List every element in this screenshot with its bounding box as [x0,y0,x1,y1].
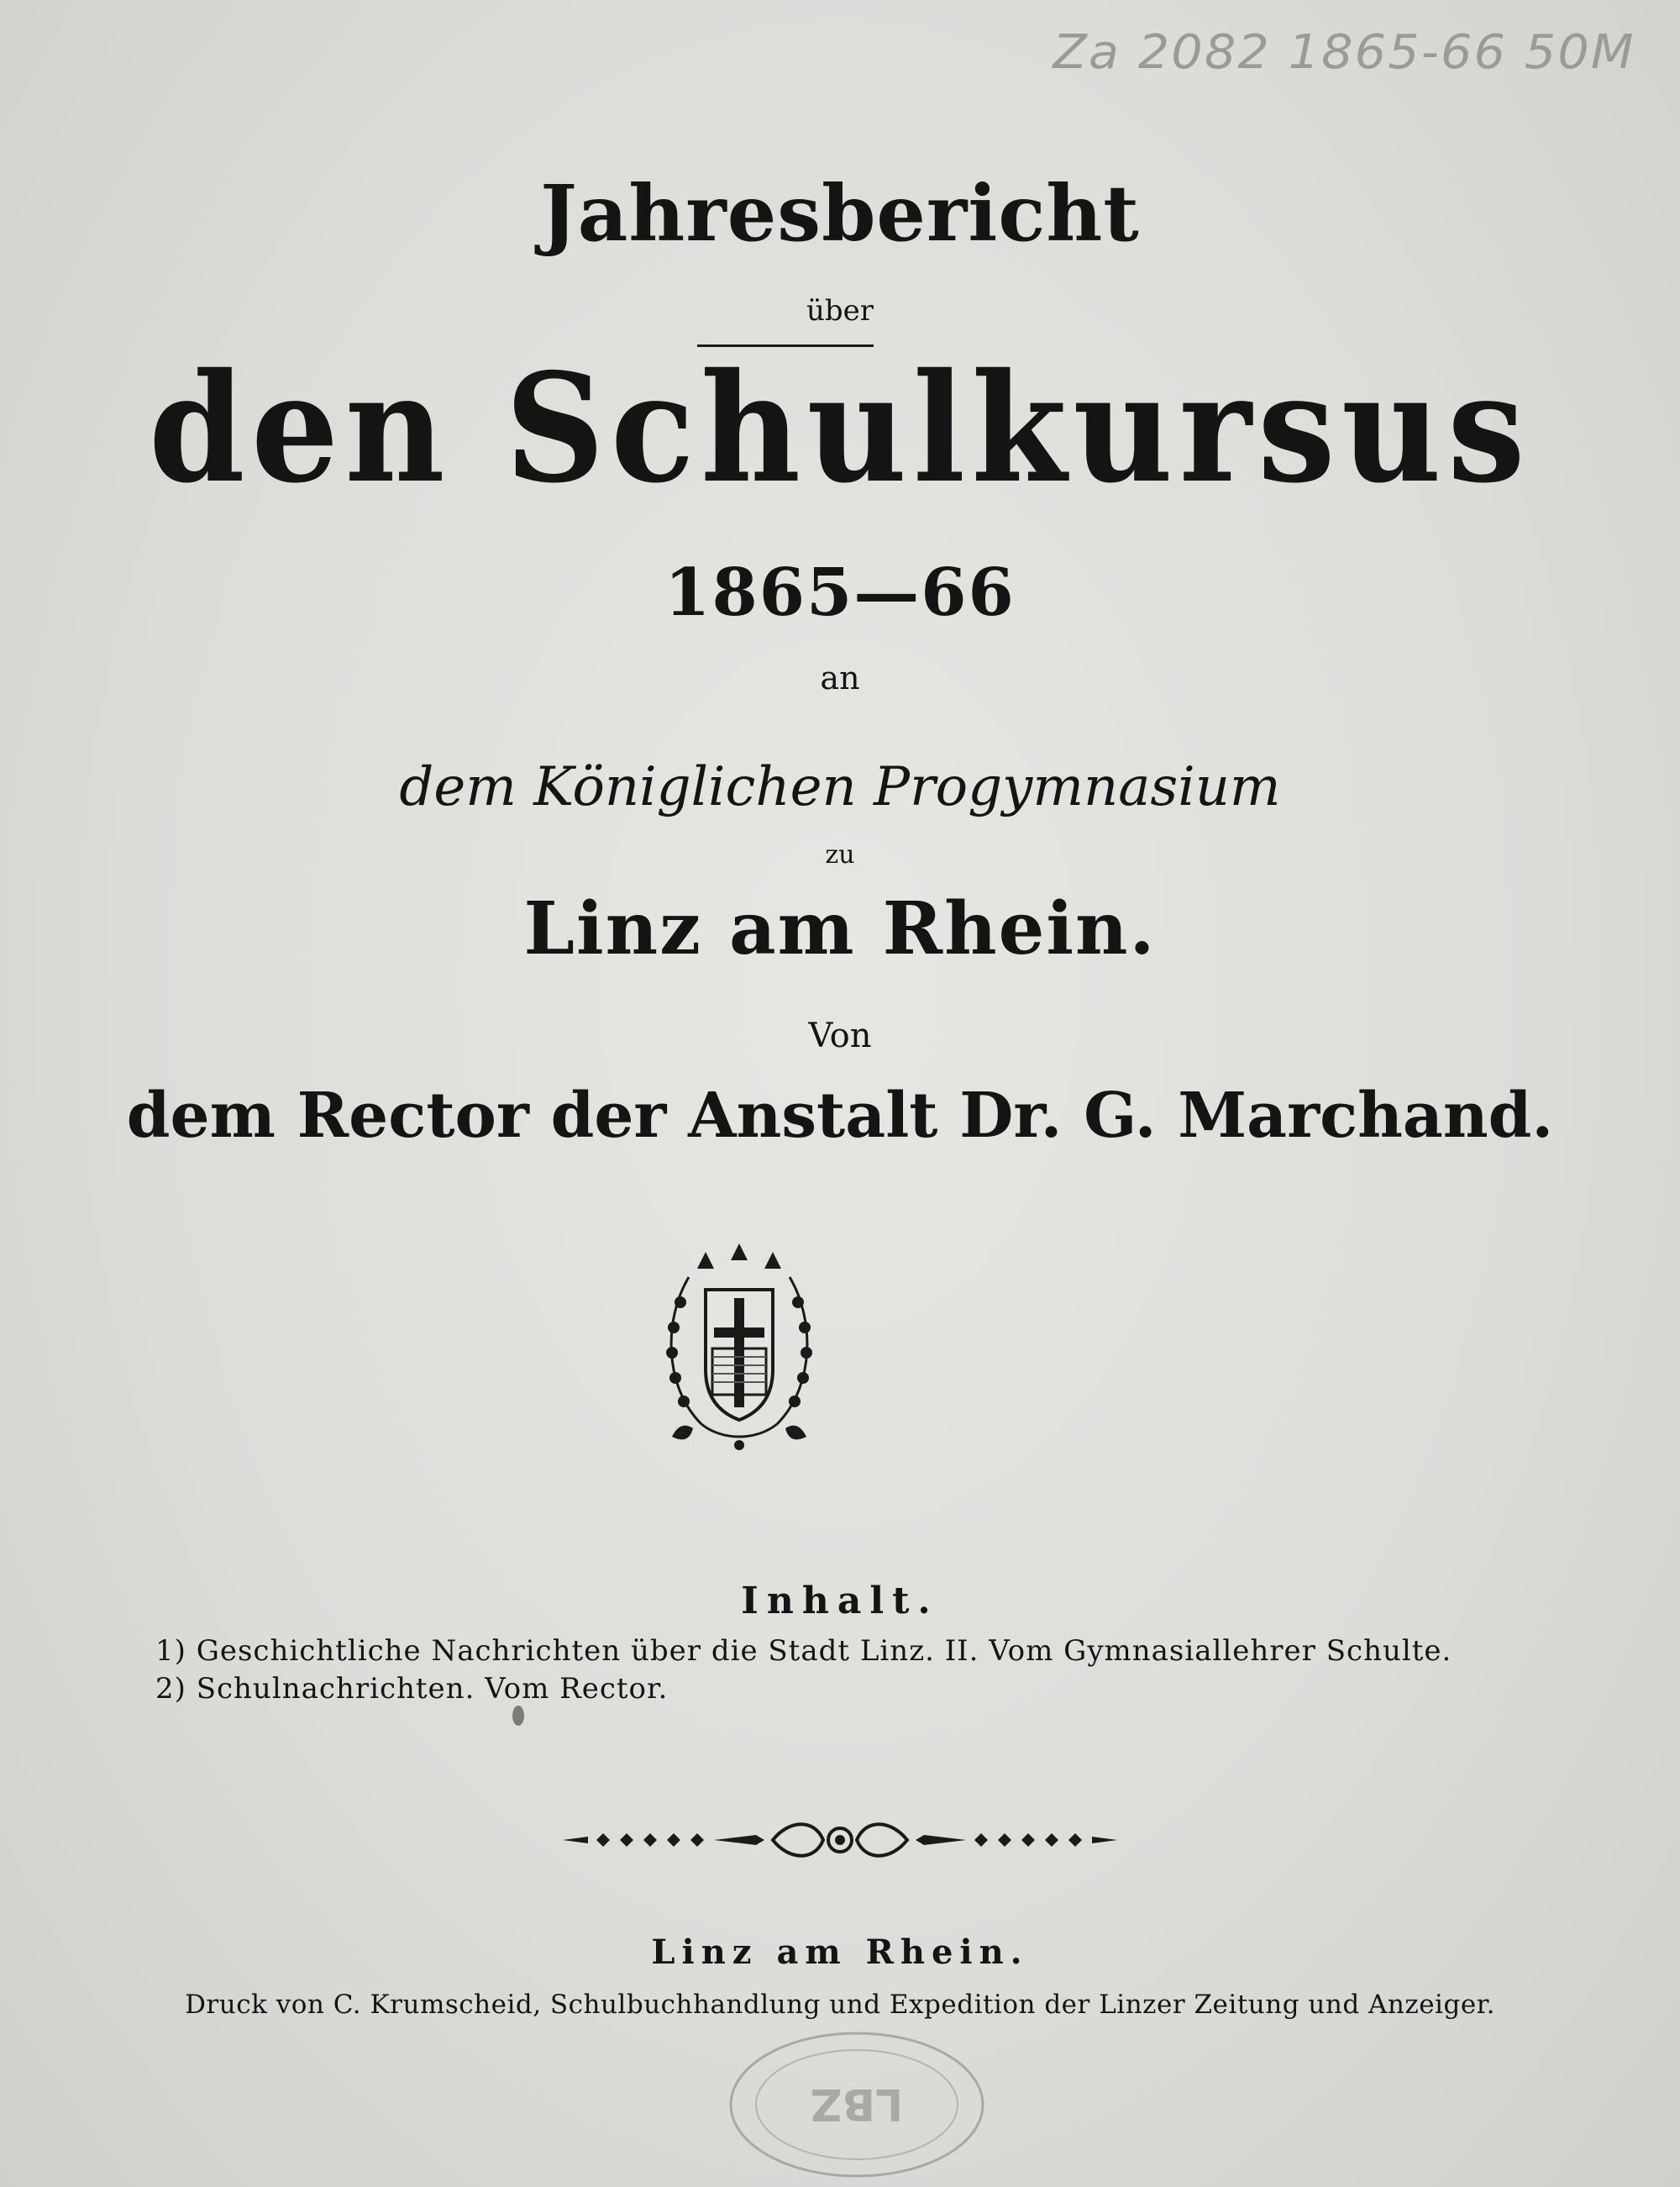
word-an: an [820,660,860,697]
author-line: dem Rector der Anstalt Dr. G. Marchand. [126,1080,1554,1152]
ink-blot [512,1706,524,1726]
library-stamp-icon [722,2021,991,2187]
school-years: 1865—66 [664,555,1016,631]
place-name: Linz am Rhein. [523,886,1157,971]
imprint-place: Linz am Rhein. [651,1932,1029,1972]
word-zu: zu [825,840,855,870]
archive-shelfmark: Za 2082 1865-66 50M [1053,25,1635,80]
coat-of-arms-icon [655,1243,823,1462]
title-ueber: über [806,294,874,328]
institution-name: dem Königlichen Progymnasium [399,756,1281,818]
stamp-label: LBZ [810,2079,904,2129]
title-jahresbericht: Jahresbericht [540,168,1140,259]
word-von: Von [808,1017,872,1055]
contents-item: 2) Schulnachrichten. Vom Rector. [155,1672,669,1706]
contents-heading: Inhalt. [741,1580,939,1622]
printer-imprint: Druck von C. Krumscheid, Schulbuchhandlung und Expedition der Linzer Zeitung und Anzeiger. [185,1990,1495,2020]
contents-item: 1) Geschichtliche Nachrichten über die Stadt Linz. II. Vom Gymnasiallehrer Schulte. [155,1634,1452,1668]
ornament-divider-icon [554,1815,1126,1865]
title-main: den Schulkursus [149,340,1531,516]
